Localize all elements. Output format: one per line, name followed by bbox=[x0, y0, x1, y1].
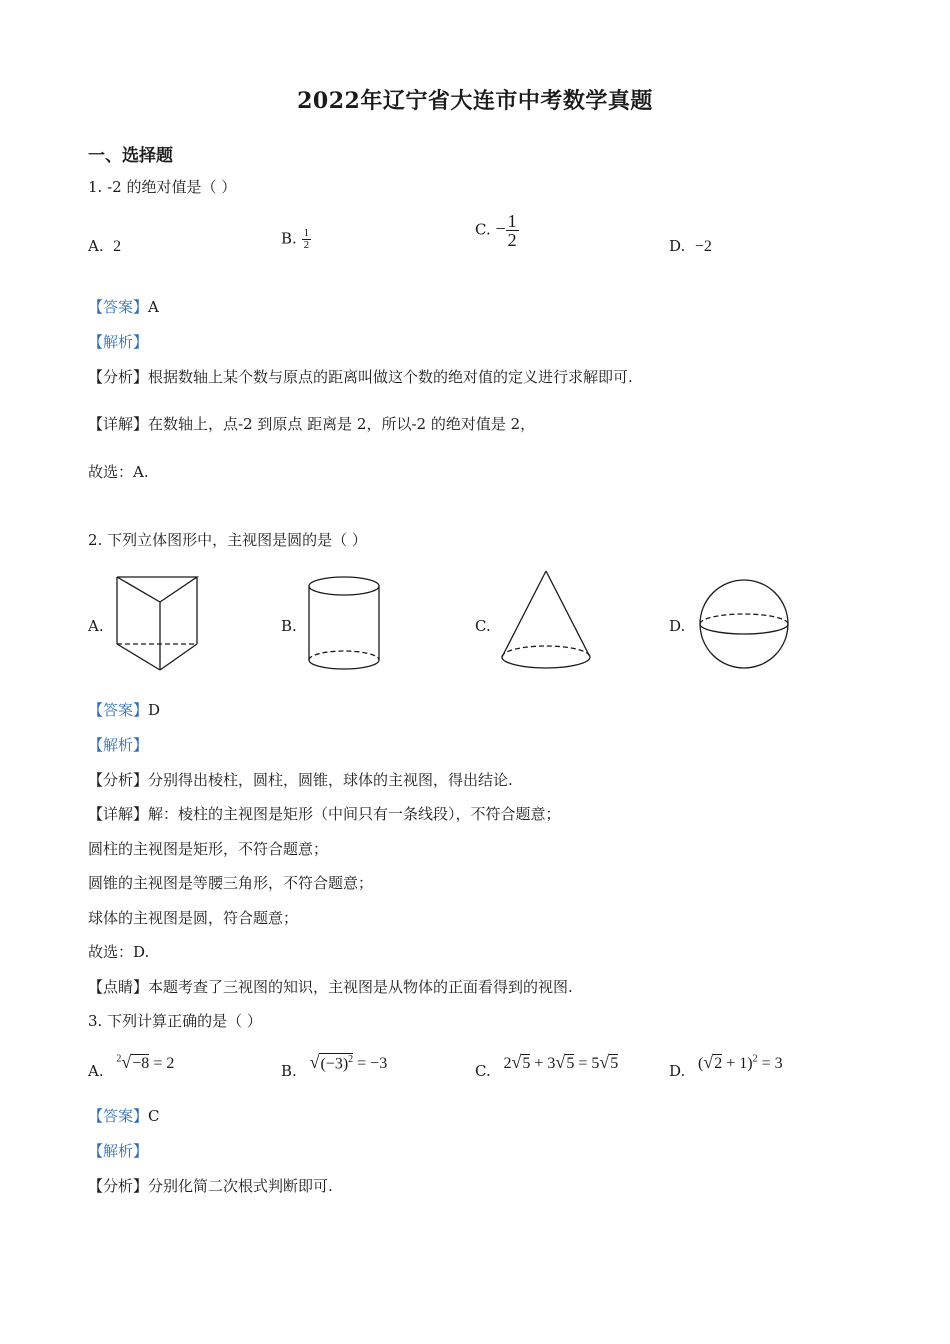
cylinder-figure bbox=[304, 574, 386, 674]
q3-option-d-expr: $(√2 + 1)^2 = 3$ bbox=[698, 1052, 783, 1072]
q1-answer-tag: 【答案】 bbox=[88, 298, 149, 316]
q2-xiangjie-text: 解：棱柱的主视图是矩形（中间只有一条线段），不符合题意； bbox=[148, 805, 561, 823]
q1-option-c-denominator: 2 bbox=[507, 230, 517, 250]
q3-option-a-root-index: 2 bbox=[116, 1053, 122, 1065]
q1-option-c-label: C. bbox=[475, 220, 491, 239]
q2-fenxi bbox=[88, 770, 513, 790]
q3-option-c-label: C. bbox=[475, 1062, 491, 1080]
q3-option-a-rest: = 2 bbox=[153, 1055, 175, 1072]
q1-fenxi-tag: 【分析】 bbox=[88, 368, 149, 386]
q3-option-d bbox=[669, 1052, 783, 1080]
q2-fenxi-tag: 【分析】 bbox=[88, 771, 149, 789]
q3-option-c-root2: 5 bbox=[566, 1055, 575, 1072]
q3-option-c bbox=[475, 1052, 619, 1080]
q1-option-d-value: −2 bbox=[694, 238, 712, 255]
q3-analysis-tag: 【解析】 bbox=[88, 1142, 149, 1160]
q3-option-d-rest: = 3 bbox=[761, 1055, 783, 1072]
q1-conclusion: 故选：A. bbox=[88, 463, 149, 481]
q3-option-c-root3: 5 bbox=[610, 1055, 619, 1072]
q1-option-c bbox=[475, 212, 519, 249]
q1-answer bbox=[88, 297, 159, 317]
q2-option-b-label: B. bbox=[281, 617, 297, 635]
q2-answer bbox=[88, 700, 160, 720]
q3-option-c-expr: 2√5 + 3√5 = 5√5 bbox=[503, 1052, 619, 1072]
q2-answer-value: D bbox=[148, 701, 161, 719]
q2-option-c-label: C. bbox=[475, 617, 491, 635]
q3-fenxi-tag: 【分析】 bbox=[88, 1177, 149, 1195]
q2-line-sphere: 球体的主视图是圆，符合题意； bbox=[88, 909, 299, 927]
q2-dianjing-text: 本题考查了三视图的知识，主视图是从物体的正面看得到的视图. bbox=[148, 978, 573, 996]
q3-option-d-root: 2 bbox=[714, 1055, 723, 1072]
q3-option-d-label: D. bbox=[669, 1062, 686, 1080]
q3-fenxi bbox=[88, 1176, 333, 1196]
q3-option-b-expr: $√(-3)^2 = -3$ bbox=[309, 1052, 388, 1072]
q1-xiangjie bbox=[88, 414, 535, 434]
triangular-prism-figure bbox=[112, 574, 204, 674]
q1-option-b-label: B. bbox=[281, 229, 297, 248]
q2-analysis-tag: 【解析】 bbox=[88, 736, 149, 754]
section-heading: 一、选择题 bbox=[88, 146, 173, 166]
q3-answer-tag: 【答案】 bbox=[88, 1107, 149, 1125]
q3-option-c-coef1: 2 bbox=[503, 1055, 512, 1072]
q3-option-c-coef2: + 3 bbox=[534, 1055, 556, 1072]
q2-option-d-label: D. bbox=[669, 617, 686, 635]
q1-option-c-fraction bbox=[506, 212, 519, 249]
q2-conclusion: 故选：D. bbox=[88, 943, 150, 961]
q2-stem: 2. 下列立体图形中，主视图是圆的是（ ） bbox=[88, 531, 367, 549]
q1-option-c-numerator: 1 bbox=[507, 211, 517, 231]
q1-option-b-denominator: 2 bbox=[303, 239, 310, 251]
q1-fenxi bbox=[88, 367, 633, 387]
q3-option-c-coef3: = 5 bbox=[578, 1055, 600, 1072]
q3-answer bbox=[88, 1106, 160, 1126]
q3-stem: 3. 下列计算正确的是（ ） bbox=[88, 1012, 262, 1030]
q1-answer-value: A bbox=[148, 298, 159, 316]
q2-answer-tag: 【答案】 bbox=[88, 701, 149, 719]
q3-option-d-mid: + 1) bbox=[726, 1055, 753, 1072]
q1-option-c-sign: − bbox=[495, 218, 506, 239]
q3-option-d-exponent: 2 bbox=[752, 1053, 758, 1065]
q3-option-b-label: B. bbox=[281, 1062, 297, 1080]
q3-option-c-root1: 5 bbox=[522, 1055, 531, 1072]
q3-answer-value: C bbox=[148, 1107, 160, 1125]
q1-option-b bbox=[281, 228, 311, 251]
q2-option-a-label: A. bbox=[88, 617, 104, 635]
q1-xiangjie-text: 在数轴上，点-2 到原点 距离是 2，所以-2 的绝对值是 2， bbox=[148, 415, 536, 433]
q2-line-cylinder: 圆柱的主视图是矩形，不符合题意； bbox=[88, 840, 329, 858]
q2-fenxi-text: 分别得出棱柱，圆柱，圆锥，球体的主视图，得出结论. bbox=[148, 771, 513, 789]
q1-option-a-value: 2 bbox=[113, 238, 122, 255]
q2-xiangjie-tag: 【详解】 bbox=[88, 805, 149, 823]
q2-dianjing bbox=[88, 977, 573, 997]
q3-option-d-open: ( bbox=[698, 1055, 704, 1072]
q1-fenxi-text: 根据数轴上某个数与原点的距离叫做这个数的绝对值的定义进行求解即可. bbox=[148, 368, 633, 386]
q3-option-b-exponent: 2 bbox=[348, 1053, 354, 1065]
q1-option-b-numerator: 1 bbox=[303, 227, 310, 239]
q3-option-a-expr: $^2$√−8 = 2 bbox=[116, 1052, 175, 1072]
q1-xiangjie-tag: 【详解】 bbox=[88, 415, 149, 433]
q1-option-d bbox=[669, 237, 712, 256]
q2-line-cone: 圆锥的主视图是等腰三角形，不符合题意； bbox=[88, 874, 374, 892]
q1-option-a bbox=[88, 237, 121, 256]
page-title: 2022年辽宁省大连市中考数学真题 bbox=[297, 88, 653, 114]
q3-option-a-radicand: −8 bbox=[132, 1055, 150, 1072]
cone-figure bbox=[498, 568, 596, 672]
q3-option-a bbox=[88, 1052, 175, 1080]
q1-option-d-label: D. bbox=[669, 237, 686, 255]
q1-analysis-tag: 【解析】 bbox=[88, 333, 149, 351]
q1-option-a-label: A. bbox=[88, 237, 104, 255]
q1-option-b-fraction bbox=[302, 228, 312, 251]
q2-dianjing-tag: 【点睛】 bbox=[88, 978, 149, 996]
sphere-figure bbox=[696, 576, 794, 674]
q1-stem: 1. -2 的绝对值是（ ） bbox=[88, 178, 237, 196]
q3-option-b-rest: = −3 bbox=[357, 1055, 388, 1072]
q3-option-b bbox=[281, 1052, 388, 1080]
q2-xiangjie bbox=[88, 804, 561, 824]
q3-option-b-radicand: (−3) bbox=[320, 1055, 349, 1072]
q3-fenxi-text: 分别化简二次根式判断即可. bbox=[148, 1177, 333, 1195]
q3-option-a-label: A. bbox=[88, 1062, 104, 1080]
